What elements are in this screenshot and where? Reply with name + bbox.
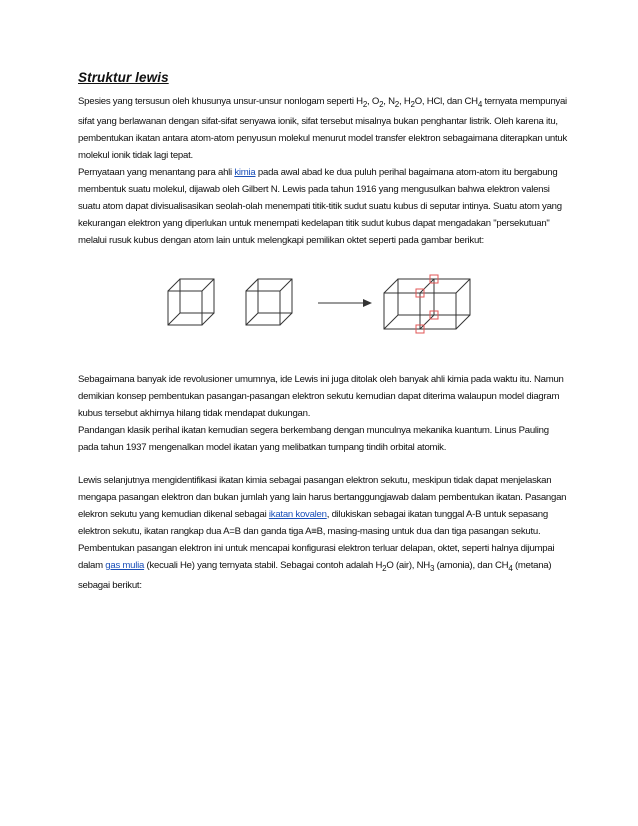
paragraph-lewis-cube: Pernyataan yang menantang para ahli kimia pada awal abad ke dua puluh perihal bagaimana atom-atom itu bergabung membentuk suatu molekul, dijawab oleh Gilbert N. Lewis pada tahun 1916 yang mengusulkan bahwa elektron valensi suatu atom dapat divisualisasikan seolah-olah menempati titik-titik sudut suatu kubus di seputar intinya. Suatu atom yang kekurangan elektron yang diperlukan untuk menempati kedelapan titik sudut kubus dapat mengadakan "persekutuan" melalui rusuk kubus dengan atom lain untuk melengkapi pemilikan oktet seperti pada gambar berikut: (78, 166, 562, 246)
paragraph-history: Sebagaimana banyak ide revolusioner umumnya, ide Lewis ini juga ditolak oleh banyak ahli kimia pada waktu itu. Namun demikian konsep pembentukan pasangan-pasangan elektron sekutu kemudian dapat diterima walaupun model diagram kubus tersebut akhirnya hilang tidak mendapat dukungan. (78, 373, 564, 419)
paragraph-covalent: Lewis selanjutnya mengidentifikasi ikatan kimia sebagai pasangan elektron sekutu, meskipun tidak dapat menjelaskan mengapa pasangan elektron dan bukan jumlah yang lain harus bertanggungjawab dalam pembentukan ikatan. Pasangan elekron sekutu yang kemudian dikenal sebagai ikatan kovalen, dilukiskan sebagai ikatan tunggal A-B untuk sepasang elektron sekutu, ikatan rangkap dua A=B dan ganda tiga A≡B, masing-masing untuk dua dan tiga pasangan sekutu. Pembentukan pasangan elektron ini untuk mencapai konfigurasi elektron terluar delapan, oktet, seperti halnya dijumpai dalam gas mulia (kecuali He) yang ternyata stabil. Sebagai contoh adalah $H_2O$ (air), $NH_3$ (amonia), dan $CH_4$ (metana) sebagai berikut: (78, 474, 567, 591)
paragraph-spacer (78, 456, 568, 472)
document-page (78, 70, 568, 594)
shared-electron-marks (416, 275, 438, 333)
arrow-head (363, 299, 372, 307)
cube-diagram (158, 263, 488, 349)
link-ikatan-kovalen[interactable]: ikatan kovalen (268, 508, 327, 520)
link-kimia[interactable]: kimia (234, 166, 256, 178)
paragraph-intro: Spesies yang tersusun oleh khusunya unsur-unsur nonlogam seperti $H_2$, $O_2$, $N_2$, $H_2O$, HCl, dan $CH_4$ ternyata mempunyai sifat yang berlawanan dengan sifat-sifat senyawa ionik, sifat tersebut misalnya bukan penghantar listrik. Oleh karena itu, pembentukan ikatan antara atom-atom penyusun molekul menurut model transfer elektron sebagaimana diterapkan untuk molekul ionik tidak lagi tepat. (78, 96, 568, 161)
link-gas-mulia[interactable]: gas mulia (105, 559, 145, 571)
lewis-cube-figure (78, 257, 568, 353)
page-title: Struktur lewis (78, 70, 169, 85)
paragraph-quantum: Pandangan klasik perihal ikatan kemudian segera berkembang dengan munculnya mekanika kuantum. Linus Pauling pada tahun 1937 mengenalkan model ikatan yang melibatkan tumpang tindih orbital atomik. (78, 424, 549, 453)
